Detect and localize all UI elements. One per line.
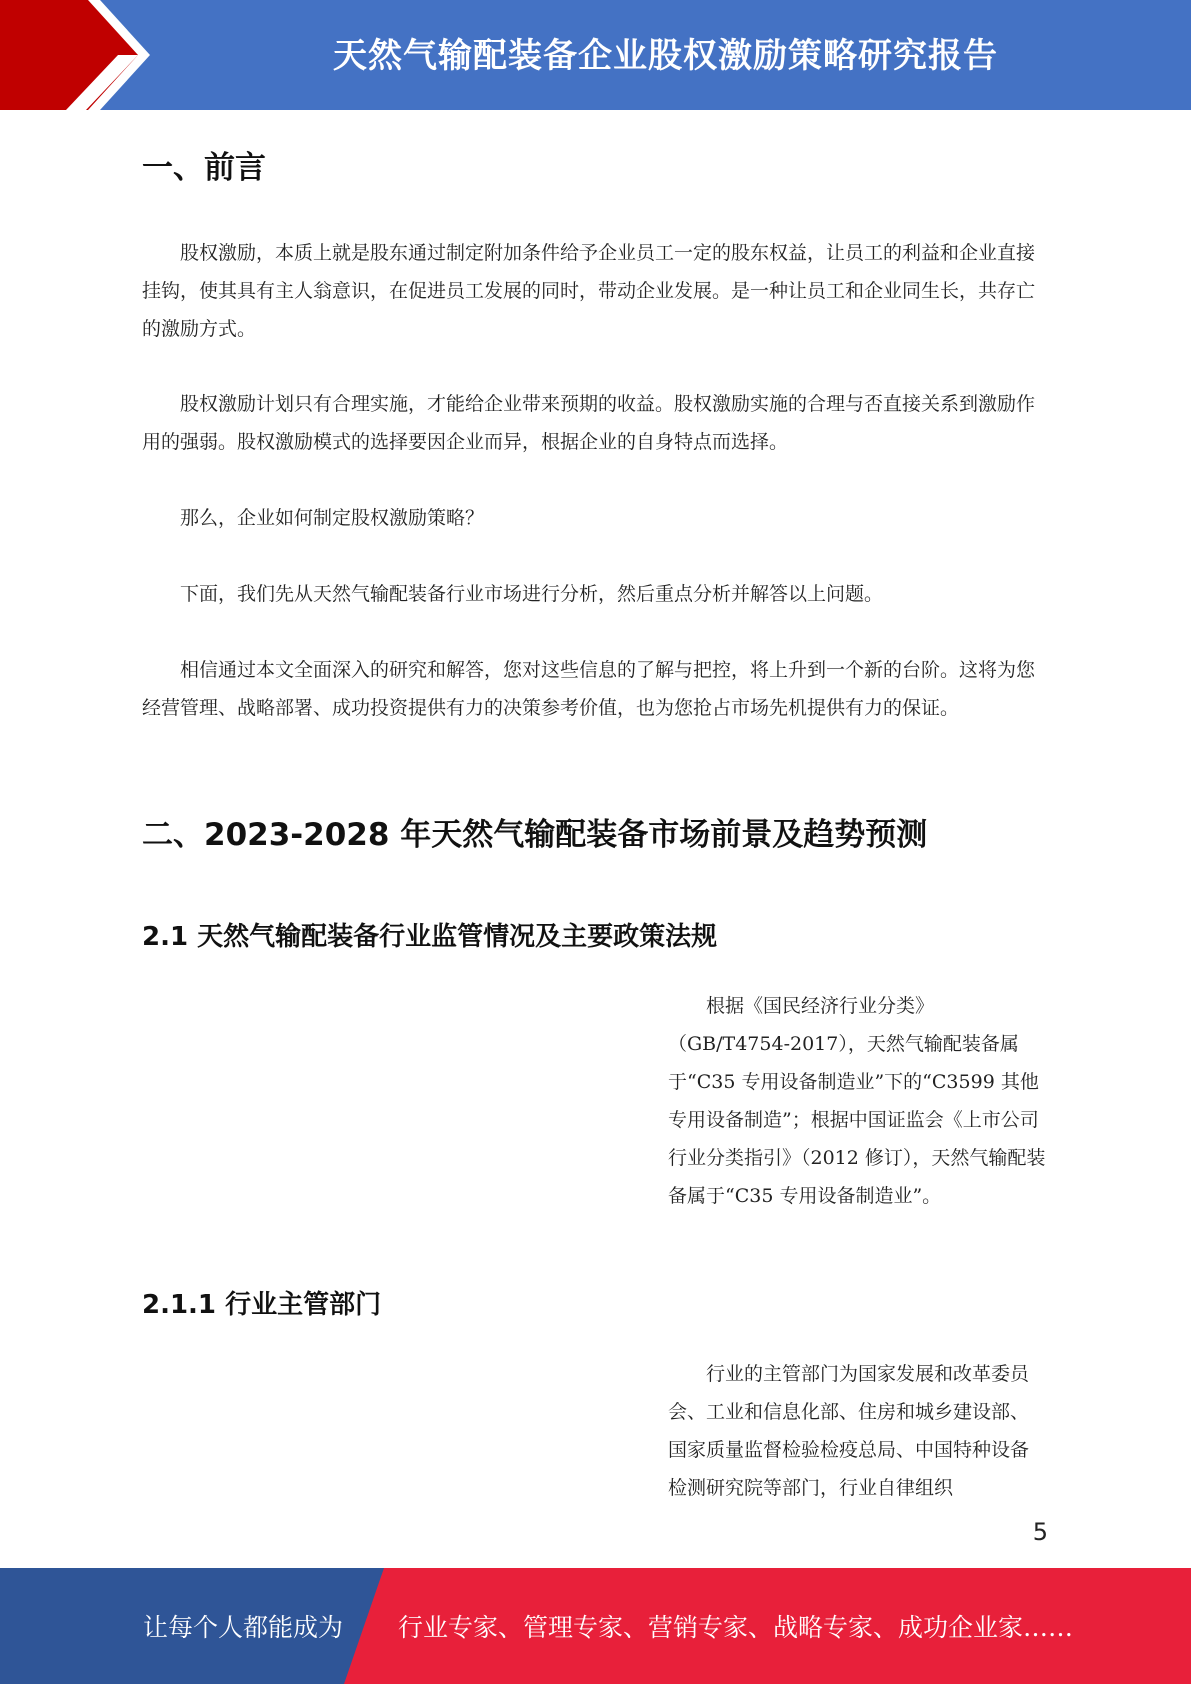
footer-slogan-left: 让每个人都能成为 bbox=[143, 1613, 344, 1642]
preface-paragraph-4: 下面，我们先从天然气输配装备行业市场进行分析，然后重点分析并解答以上问题。 bbox=[180, 583, 884, 605]
regulation-heading: 2.1 天然气输配装备行业监管情况及主要政策法规 bbox=[142, 922, 718, 952]
preface-paragraph-2: 股权激励计划只有合理实施，才能给企业带来预期的收益。股权激励实施的合理与否直接关系到激励作用的强弱。股权激励模式的选择要因企业而异，根据企业的自身特点而选择。 bbox=[142, 393, 1036, 453]
preface-paragraph-1: 股权激励，本质上就是股东通过制定附加条件给予企业员工一定的股东权益，让员工的利益和企业直接挂钩，使其具有主人翁意识，在促进员工发展的同时，带动企业发展。是一种让员工和企业同生长，共存亡的激励方式。 bbox=[142, 242, 1036, 340]
market-heading: 二、2023-2028 年天然气输配装备市场前景及趋势预测 bbox=[142, 817, 928, 853]
footer-bar bbox=[0, 1568, 1191, 1684]
report-title: 天然气输配装备企业股权激励策略研究报告 bbox=[333, 35, 998, 76]
header-bar bbox=[0, 0, 1191, 110]
footer-slogan-right: 行业专家、管理专家、营销专家、战略专家、成功企业家…… bbox=[398, 1613, 1074, 1642]
preface-paragraph-5: 相信通过本文全面深入的研究和解答，您对这些信息的了解与把控，将上升到一个新的台阶。这将为您经营管理、战略部署、成功投资提供有力的决策参考价值，也为您抢占市场先机提供有力的保证。 bbox=[142, 659, 1036, 719]
authority-heading: 2.1.1 行业主管部门 bbox=[142, 1290, 382, 1320]
preface-heading: 一、前言 bbox=[142, 150, 266, 186]
page-number: 5 bbox=[1032, 1518, 1048, 1546]
preface-paragraph-3: 那么，企业如何制定股权激励策略？ bbox=[180, 507, 485, 529]
authority-paragraph: 行业的主管部门为国家发展和改革委员会、工业和信息化部、住房和城乡建设部、国家质量监督检验检疫总局、中国特种设备检测研究院等部门，行业自律组织 bbox=[668, 1363, 1030, 1499]
regulation-paragraph: 根据《国民经济行业分类》（GB/T4754-2017），天然气输配装备属于“C35 专用设备制造业”下的“C3599 其他专用设备制造”；根据中国证监会《上市公司行业分类指引》（2012 修订），天然气输配装备属于“C35 专用设备制造业”。 bbox=[668, 995, 1046, 1207]
